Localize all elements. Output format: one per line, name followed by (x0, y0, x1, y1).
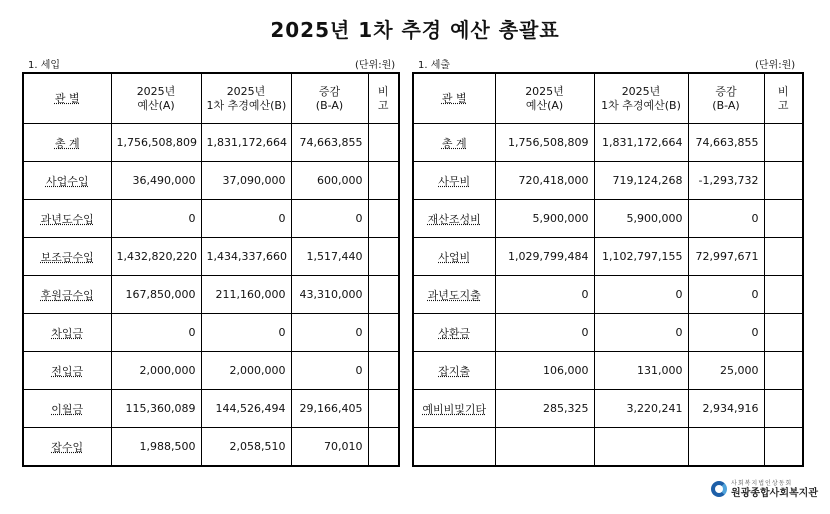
row-budget-b: 2,000,000 (201, 352, 291, 390)
row-budget-b: 144,526,494 (201, 390, 291, 428)
logo-subtitle: 사회복지법인상동회 (731, 480, 793, 487)
row-category: 전입금 (23, 352, 111, 390)
row-budget-a (495, 428, 594, 467)
row-budget-a: 285,325 (495, 390, 594, 428)
row-note (368, 124, 399, 162)
organization-logo (711, 479, 818, 499)
expense-unit-label: (단위:원) (755, 60, 796, 71)
row-budget-a: 720,418,000 (495, 162, 594, 200)
header-category: 관 별 (23, 73, 111, 124)
table-row (23, 390, 399, 428)
income-section-label: 1. 세입 (28, 60, 61, 71)
row-budget-b: 0 (201, 314, 291, 352)
row-note (368, 238, 399, 276)
row-diff: 43,310,000 (291, 276, 368, 314)
row-budget-a: 1,756,508,809 (495, 124, 594, 162)
row-diff: 600,000 (291, 162, 368, 200)
row-category: 재산조성비 (413, 200, 495, 238)
table-row (413, 314, 803, 352)
table-row (413, 352, 803, 390)
row-diff: 74,663,855 (291, 124, 368, 162)
row-note (764, 162, 803, 200)
page-title: 2025년 1차 추경 예산 총괄표 (270, 18, 560, 42)
row-budget-b: 37,090,000 (201, 162, 291, 200)
row-budget-a: 5,900,000 (495, 200, 594, 238)
row-category (413, 428, 495, 467)
row-budget-b: 1,831,172,664 (594, 124, 688, 162)
header-note: 비 고 (764, 73, 803, 124)
row-budget-b (594, 428, 688, 467)
row-diff: 0 (291, 352, 368, 390)
row-category: 사업수입 (23, 162, 111, 200)
header-budget-b: 2025년 1차 추경예산(B) (201, 73, 291, 124)
table-row (23, 352, 399, 390)
row-budget-a: 0 (495, 276, 594, 314)
row-note (764, 124, 803, 162)
header-budget-a: 2025년 예산(A) (495, 73, 594, 124)
row-category: 사업비 (413, 238, 495, 276)
table-row (23, 276, 399, 314)
row-category: 차입금 (23, 314, 111, 352)
row-category: 잡지출 (413, 352, 495, 390)
row-category: 잡수입 (23, 428, 111, 467)
income-header-row (23, 73, 399, 124)
row-budget-a: 1,432,820,220 (111, 238, 201, 276)
row-note (368, 428, 399, 467)
row-budget-a: 2,000,000 (111, 352, 201, 390)
row-category: 상환금 (413, 314, 495, 352)
table-row (23, 162, 399, 200)
expense-table (412, 72, 804, 467)
row-note (764, 352, 803, 390)
table-row (23, 200, 399, 238)
row-diff: 74,663,855 (688, 124, 764, 162)
row-note (368, 200, 399, 238)
row-budget-a: 1,029,799,484 (495, 238, 594, 276)
row-category: 총 계 (23, 124, 111, 162)
row-category: 이월금 (23, 390, 111, 428)
row-category: 예비비및기타 (413, 390, 495, 428)
row-diff: 29,166,405 (291, 390, 368, 428)
row-note (764, 276, 803, 314)
row-budget-b: 1,831,172,664 (201, 124, 291, 162)
row-budget-b: 719,124,268 (594, 162, 688, 200)
row-diff: 25,000 (688, 352, 764, 390)
row-category: 후원금수입 (23, 276, 111, 314)
row-category: 총 계 (413, 124, 495, 162)
row-diff: 0 (291, 314, 368, 352)
row-budget-b: 131,000 (594, 352, 688, 390)
table-row (413, 124, 803, 162)
table-row (413, 238, 803, 276)
row-budget-b: 2,058,510 (201, 428, 291, 467)
income-table (22, 72, 400, 467)
row-note (764, 390, 803, 428)
row-note (368, 314, 399, 352)
row-budget-a: 0 (495, 314, 594, 352)
circle-logo-icon (711, 481, 727, 497)
row-budget-a: 0 (111, 200, 201, 238)
table-row (413, 428, 803, 467)
row-budget-b: 3,220,241 (594, 390, 688, 428)
row-budget-a: 1,988,500 (111, 428, 201, 467)
row-diff: 0 (688, 314, 764, 352)
row-budget-b: 0 (594, 276, 688, 314)
row-category: 보조금수입 (23, 238, 111, 276)
table-row (23, 124, 399, 162)
header-category: 관 별 (413, 73, 495, 124)
header-note: 비 고 (368, 73, 399, 124)
row-note (764, 314, 803, 352)
row-diff: 72,997,671 (688, 238, 764, 276)
row-budget-b: 1,434,337,660 (201, 238, 291, 276)
row-budget-b: 0 (201, 200, 291, 238)
table-row (413, 276, 803, 314)
row-category: 과년도지출 (413, 276, 495, 314)
row-budget-a: 106,000 (495, 352, 594, 390)
row-budget-a: 115,360,089 (111, 390, 201, 428)
row-budget-b: 1,102,797,155 (594, 238, 688, 276)
row-category: 사무비 (413, 162, 495, 200)
table-row (413, 200, 803, 238)
row-category: 과년도수입 (23, 200, 111, 238)
row-diff (688, 428, 764, 467)
row-budget-a: 36,490,000 (111, 162, 201, 200)
row-budget-a: 0 (111, 314, 201, 352)
row-diff: -1,293,732 (688, 162, 764, 200)
row-diff: 2,934,916 (688, 390, 764, 428)
row-note (368, 390, 399, 428)
row-budget-a: 1,756,508,809 (111, 124, 201, 162)
table-row (23, 428, 399, 467)
header-budget-b: 2025년 1차 추경예산(B) (594, 73, 688, 124)
logo-name: 원광종합사회복지관 (731, 488, 818, 499)
table-row (23, 314, 399, 352)
table-row (23, 238, 399, 276)
row-note (368, 352, 399, 390)
header-diff: 증감 (B-A) (291, 73, 368, 124)
row-budget-b: 0 (594, 314, 688, 352)
income-unit-label: (단위:원) (355, 60, 396, 71)
row-diff: 1,517,440 (291, 238, 368, 276)
row-budget-a: 167,850,000 (111, 276, 201, 314)
row-note (764, 428, 803, 467)
row-note (368, 162, 399, 200)
row-diff: 0 (291, 200, 368, 238)
expense-section-label: 1. 세출 (418, 60, 451, 71)
row-budget-b: 5,900,000 (594, 200, 688, 238)
table-row (413, 390, 803, 428)
table-row (413, 162, 803, 200)
row-budget-b: 211,160,000 (201, 276, 291, 314)
row-diff: 70,010 (291, 428, 368, 467)
row-diff: 0 (688, 200, 764, 238)
header-diff: 증감 (B-A) (688, 73, 764, 124)
row-note (764, 200, 803, 238)
expense-header-row (413, 73, 803, 124)
row-diff: 0 (688, 276, 764, 314)
row-note (368, 276, 399, 314)
row-note (764, 238, 803, 276)
header-budget-a: 2025년 예산(A) (111, 73, 201, 124)
